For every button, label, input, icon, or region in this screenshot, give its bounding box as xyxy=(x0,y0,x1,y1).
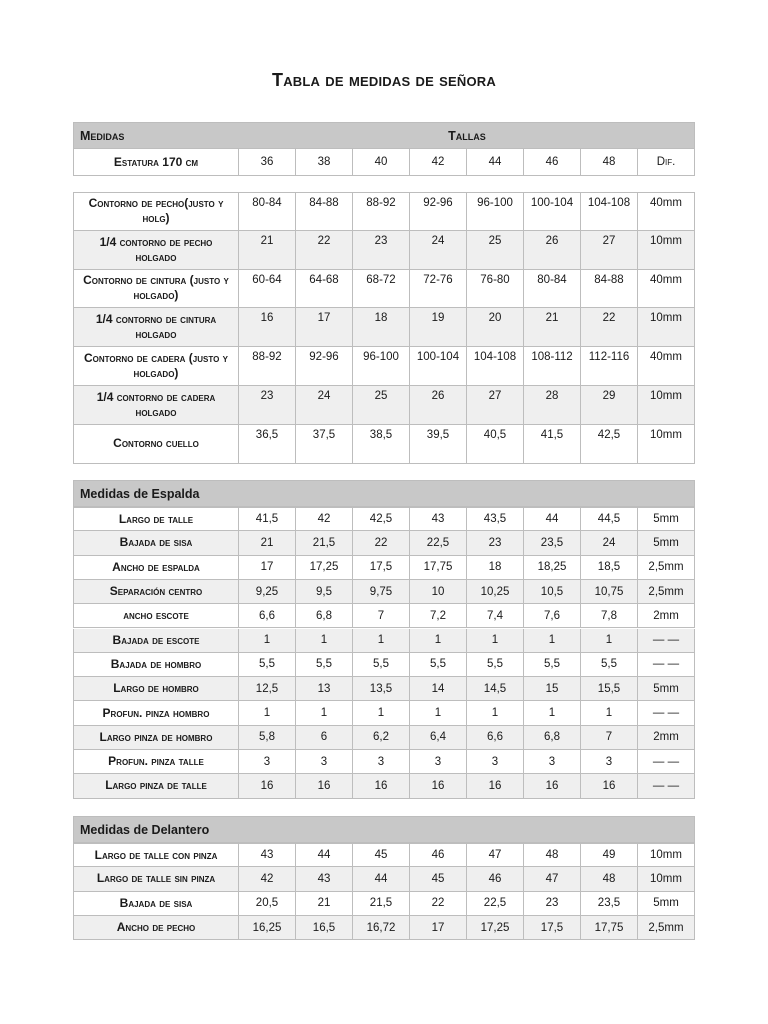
back-measures-table xyxy=(73,480,695,799)
value-cell: 23 xyxy=(467,531,524,555)
value-cell: 17 xyxy=(239,556,296,580)
value-cell: 84-88 xyxy=(581,270,638,309)
value-cell: 16 xyxy=(467,774,524,798)
value-cell: 45 xyxy=(410,867,467,891)
row-label: Contorno cuello xyxy=(73,425,239,464)
size-header: 38 xyxy=(296,149,353,176)
value-cell: 44,5 xyxy=(581,507,638,531)
value-cell: 88-92 xyxy=(353,192,410,231)
value-cell: 12,5 xyxy=(239,677,296,701)
value-cell: 60-64 xyxy=(239,270,296,309)
value-cell: 46 xyxy=(410,843,467,867)
value-cell: 22 xyxy=(581,308,638,347)
value-cell: 23,5 xyxy=(524,531,581,555)
value-cell: 1 xyxy=(296,629,353,653)
value-cell: 42 xyxy=(239,867,296,891)
value-cell: 1 xyxy=(353,701,410,725)
value-cell: 2,5mm xyxy=(638,556,695,580)
value-cell: 47 xyxy=(467,843,524,867)
value-cell: 16 xyxy=(239,774,296,798)
value-cell: 18,5 xyxy=(581,556,638,580)
value-cell: 6 xyxy=(296,726,353,750)
value-cell: 48 xyxy=(581,867,638,891)
value-cell: 2,5mm xyxy=(638,580,695,604)
value-cell: 21 xyxy=(524,308,581,347)
value-cell: 21,5 xyxy=(296,531,353,555)
estatura-label: Estatura 170 cm xyxy=(73,149,239,176)
value-cell: 44 xyxy=(353,867,410,891)
value-cell: 21 xyxy=(239,531,296,555)
value-cell: 1 xyxy=(239,701,296,725)
value-cell: 37,5 xyxy=(296,425,353,464)
value-cell: 44 xyxy=(524,507,581,531)
value-cell: 22 xyxy=(296,231,353,270)
value-cell: 16 xyxy=(353,774,410,798)
value-cell: 13 xyxy=(296,677,353,701)
value-cell: 17 xyxy=(296,308,353,347)
value-cell: 6,2 xyxy=(353,726,410,750)
row-label: Bajada de sisa xyxy=(73,892,239,916)
value-cell: 7,8 xyxy=(581,604,638,628)
value-cell: 10mm xyxy=(638,386,695,425)
value-cell: 7,6 xyxy=(524,604,581,628)
size-header: Dif. xyxy=(638,149,695,176)
value-cell: 5mm xyxy=(638,531,695,555)
value-cell: 68-72 xyxy=(353,270,410,309)
value-cell: 18,25 xyxy=(524,556,581,580)
value-cell: 3 xyxy=(467,750,524,774)
row-label: Largo pinza de hombro xyxy=(73,726,239,750)
value-cell: 108-112 xyxy=(524,347,581,386)
value-cell: 10,75 xyxy=(581,580,638,604)
size-header: 36 xyxy=(239,149,296,176)
value-cell: 3 xyxy=(239,750,296,774)
value-cell: 14 xyxy=(410,677,467,701)
value-cell: 3 xyxy=(581,750,638,774)
value-cell: 25 xyxy=(467,231,524,270)
row-label: Profun. pinza hombro xyxy=(73,701,239,725)
row-label: Bajada de hombro xyxy=(73,653,239,677)
value-cell: 25 xyxy=(353,386,410,425)
value-cell: 10mm xyxy=(638,308,695,347)
value-cell: 47 xyxy=(524,867,581,891)
value-cell: 7 xyxy=(581,726,638,750)
value-cell: 6,8 xyxy=(296,604,353,628)
value-cell: 43 xyxy=(296,867,353,891)
size-header: 42 xyxy=(410,149,467,176)
value-cell: 40mm xyxy=(638,270,695,309)
value-cell: 100-104 xyxy=(524,192,581,231)
value-cell: 16 xyxy=(581,774,638,798)
value-cell: 6,6 xyxy=(467,726,524,750)
value-cell: — — xyxy=(638,701,695,725)
row-label: Contorno de cintura (justo y holgado) xyxy=(73,270,239,309)
value-cell: 43 xyxy=(239,843,296,867)
row-label: Ancho de espalda xyxy=(73,556,239,580)
value-cell: 6,4 xyxy=(410,726,467,750)
value-cell: 5mm xyxy=(638,892,695,916)
value-cell: 18 xyxy=(353,308,410,347)
value-cell: 1 xyxy=(581,629,638,653)
value-cell: 84-88 xyxy=(296,192,353,231)
value-cell: 20,5 xyxy=(239,892,296,916)
value-cell: 17,25 xyxy=(467,916,524,940)
size-header: 46 xyxy=(524,149,581,176)
row-label: Largo de talle xyxy=(73,507,239,531)
value-cell: 17,75 xyxy=(581,916,638,940)
value-cell: 46 xyxy=(467,867,524,891)
value-cell: 10,25 xyxy=(467,580,524,604)
value-cell: 80-84 xyxy=(524,270,581,309)
value-cell: 23,5 xyxy=(581,892,638,916)
value-cell: — — xyxy=(638,629,695,653)
value-cell: 104-108 xyxy=(467,347,524,386)
value-cell: 21,5 xyxy=(353,892,410,916)
value-cell: 20 xyxy=(467,308,524,347)
value-cell: 1 xyxy=(410,701,467,725)
row-label: Bajada de escote xyxy=(73,629,239,653)
value-cell: 43,5 xyxy=(467,507,524,531)
value-cell: 21 xyxy=(296,892,353,916)
value-cell: 72-76 xyxy=(410,270,467,309)
value-cell: — — xyxy=(638,750,695,774)
section-title-delantero: Medidas de Delantero xyxy=(73,816,695,843)
value-cell: — — xyxy=(638,774,695,798)
row-label: Separación centro xyxy=(73,580,239,604)
value-cell: 17,25 xyxy=(296,556,353,580)
value-cell: 92-96 xyxy=(296,347,353,386)
size-header: 40 xyxy=(353,149,410,176)
row-label: Contorno de pecho(justo y holg) xyxy=(73,192,239,231)
value-cell: 39,5 xyxy=(410,425,467,464)
value-cell: 1 xyxy=(524,701,581,725)
value-cell: 16,5 xyxy=(296,916,353,940)
row-label: Contorno de cadera (justo y holgado) xyxy=(73,347,239,386)
row-label: 1/4 contorno de cadera holgado xyxy=(73,386,239,425)
value-cell: 5,5 xyxy=(467,653,524,677)
page-title: Tabla de medidas de señora xyxy=(272,70,496,90)
value-cell: 104-108 xyxy=(581,192,638,231)
value-cell: 26 xyxy=(410,386,467,425)
value-cell: 6,6 xyxy=(239,604,296,628)
tallas-label: Tallas xyxy=(448,128,486,143)
value-cell: 10mm xyxy=(638,843,695,867)
value-cell: 22,5 xyxy=(410,531,467,555)
value-cell: 6,8 xyxy=(524,726,581,750)
value-cell: 18 xyxy=(467,556,524,580)
value-cell: 5,5 xyxy=(410,653,467,677)
value-cell: 96-100 xyxy=(353,347,410,386)
row-label: 1/4 contorno de cintura holgado xyxy=(73,308,239,347)
value-cell: 9,25 xyxy=(239,580,296,604)
value-cell: 17,5 xyxy=(524,916,581,940)
value-cell: 17,75 xyxy=(410,556,467,580)
value-cell: 5,5 xyxy=(581,653,638,677)
size-header: 44 xyxy=(467,149,524,176)
value-cell: 10mm xyxy=(638,867,695,891)
value-cell: 80-84 xyxy=(239,192,296,231)
value-cell: 24 xyxy=(410,231,467,270)
value-cell: 9,75 xyxy=(353,580,410,604)
value-cell: 2mm xyxy=(638,604,695,628)
row-label: 1/4 contorno de pecho holgado xyxy=(73,231,239,270)
value-cell: 3 xyxy=(353,750,410,774)
value-cell: 40mm xyxy=(638,192,695,231)
value-cell: 3 xyxy=(524,750,581,774)
value-cell: 17,5 xyxy=(353,556,410,580)
value-cell: 16 xyxy=(296,774,353,798)
value-cell: 38,5 xyxy=(353,425,410,464)
value-cell: 7,2 xyxy=(410,604,467,628)
value-cell: 42,5 xyxy=(581,425,638,464)
row-label: Largo de hombro xyxy=(73,677,239,701)
front-measures-table xyxy=(73,816,695,942)
value-cell: 100-104 xyxy=(410,347,467,386)
value-cell: 13,5 xyxy=(353,677,410,701)
value-cell: 43 xyxy=(410,507,467,531)
value-cell: 41,5 xyxy=(239,507,296,531)
medidas-label: Medidas xyxy=(80,128,125,143)
value-cell: 1 xyxy=(467,629,524,653)
value-cell: 40,5 xyxy=(467,425,524,464)
value-cell: 41,5 xyxy=(524,425,581,464)
value-cell: 19 xyxy=(410,308,467,347)
value-cell: 15,5 xyxy=(581,677,638,701)
value-cell: 1 xyxy=(467,701,524,725)
value-cell: 88-92 xyxy=(239,347,296,386)
row-label: ancho escote xyxy=(73,604,239,628)
value-cell: 2,5mm xyxy=(638,916,695,940)
value-cell: 5mm xyxy=(638,507,695,531)
value-cell: 49 xyxy=(581,843,638,867)
value-cell: 10mm xyxy=(638,425,695,464)
body-measures-table xyxy=(73,192,695,464)
value-cell: 5,5 xyxy=(524,653,581,677)
value-cell: 27 xyxy=(467,386,524,425)
row-label: Ancho de pecho xyxy=(73,916,239,940)
value-cell: 7 xyxy=(353,604,410,628)
row-label: Largo pinza de talle xyxy=(73,774,239,798)
value-cell: 21 xyxy=(239,231,296,270)
value-cell: 7,4 xyxy=(467,604,524,628)
row-label: Profun. pinza talle xyxy=(73,750,239,774)
value-cell: 5,8 xyxy=(239,726,296,750)
value-cell: 9,5 xyxy=(296,580,353,604)
value-cell: 28 xyxy=(524,386,581,425)
value-cell: 10 xyxy=(410,580,467,604)
value-cell: 16 xyxy=(524,774,581,798)
value-cell: 1 xyxy=(353,629,410,653)
value-cell: 24 xyxy=(296,386,353,425)
size-header: 48 xyxy=(581,149,638,176)
value-cell: 48 xyxy=(524,843,581,867)
value-cell: 40mm xyxy=(638,347,695,386)
value-cell: 42 xyxy=(296,507,353,531)
value-cell: 5,5 xyxy=(296,653,353,677)
value-cell: 5,5 xyxy=(239,653,296,677)
value-cell: 14,5 xyxy=(467,677,524,701)
value-cell: 76-80 xyxy=(467,270,524,309)
value-cell: 16 xyxy=(239,308,296,347)
value-cell: 112-116 xyxy=(581,347,638,386)
value-cell: 1 xyxy=(581,701,638,725)
value-cell: 64-68 xyxy=(296,270,353,309)
value-cell: 27 xyxy=(581,231,638,270)
value-cell: 1 xyxy=(239,629,296,653)
value-cell: — — xyxy=(638,653,695,677)
value-cell: 45 xyxy=(353,843,410,867)
value-cell: 23 xyxy=(353,231,410,270)
row-label: Largo de talle con pinza xyxy=(73,843,239,867)
value-cell: 92-96 xyxy=(410,192,467,231)
value-cell: 16,72 xyxy=(353,916,410,940)
value-cell: 22 xyxy=(410,892,467,916)
value-cell: 5,5 xyxy=(353,653,410,677)
value-cell: 17 xyxy=(410,916,467,940)
value-cell: 44 xyxy=(296,843,353,867)
value-cell: 10,5 xyxy=(524,580,581,604)
value-cell: 36,5 xyxy=(239,425,296,464)
value-cell: 1 xyxy=(296,701,353,725)
value-cell: 16 xyxy=(410,774,467,798)
value-cell: 10mm xyxy=(638,231,695,270)
value-cell: 3 xyxy=(410,750,467,774)
value-cell: 26 xyxy=(524,231,581,270)
value-cell: 16,25 xyxy=(239,916,296,940)
value-cell: 42,5 xyxy=(353,507,410,531)
value-cell: 2mm xyxy=(638,726,695,750)
value-cell: 15 xyxy=(524,677,581,701)
row-label: Bajada de sisa xyxy=(73,531,239,555)
value-cell: 3 xyxy=(296,750,353,774)
value-cell: 5mm xyxy=(638,677,695,701)
value-cell: 1 xyxy=(410,629,467,653)
value-cell: 22,5 xyxy=(467,892,524,916)
value-cell: 24 xyxy=(581,531,638,555)
value-cell: 1 xyxy=(524,629,581,653)
value-cell: 23 xyxy=(239,386,296,425)
value-cell: 29 xyxy=(581,386,638,425)
value-cell: 22 xyxy=(353,531,410,555)
value-cell: 23 xyxy=(524,892,581,916)
section-title-espalda: Medidas de Espalda xyxy=(73,480,695,507)
value-cell: 96-100 xyxy=(467,192,524,231)
header-table xyxy=(73,122,695,176)
row-label: Largo de talle sin pinza xyxy=(73,867,239,891)
